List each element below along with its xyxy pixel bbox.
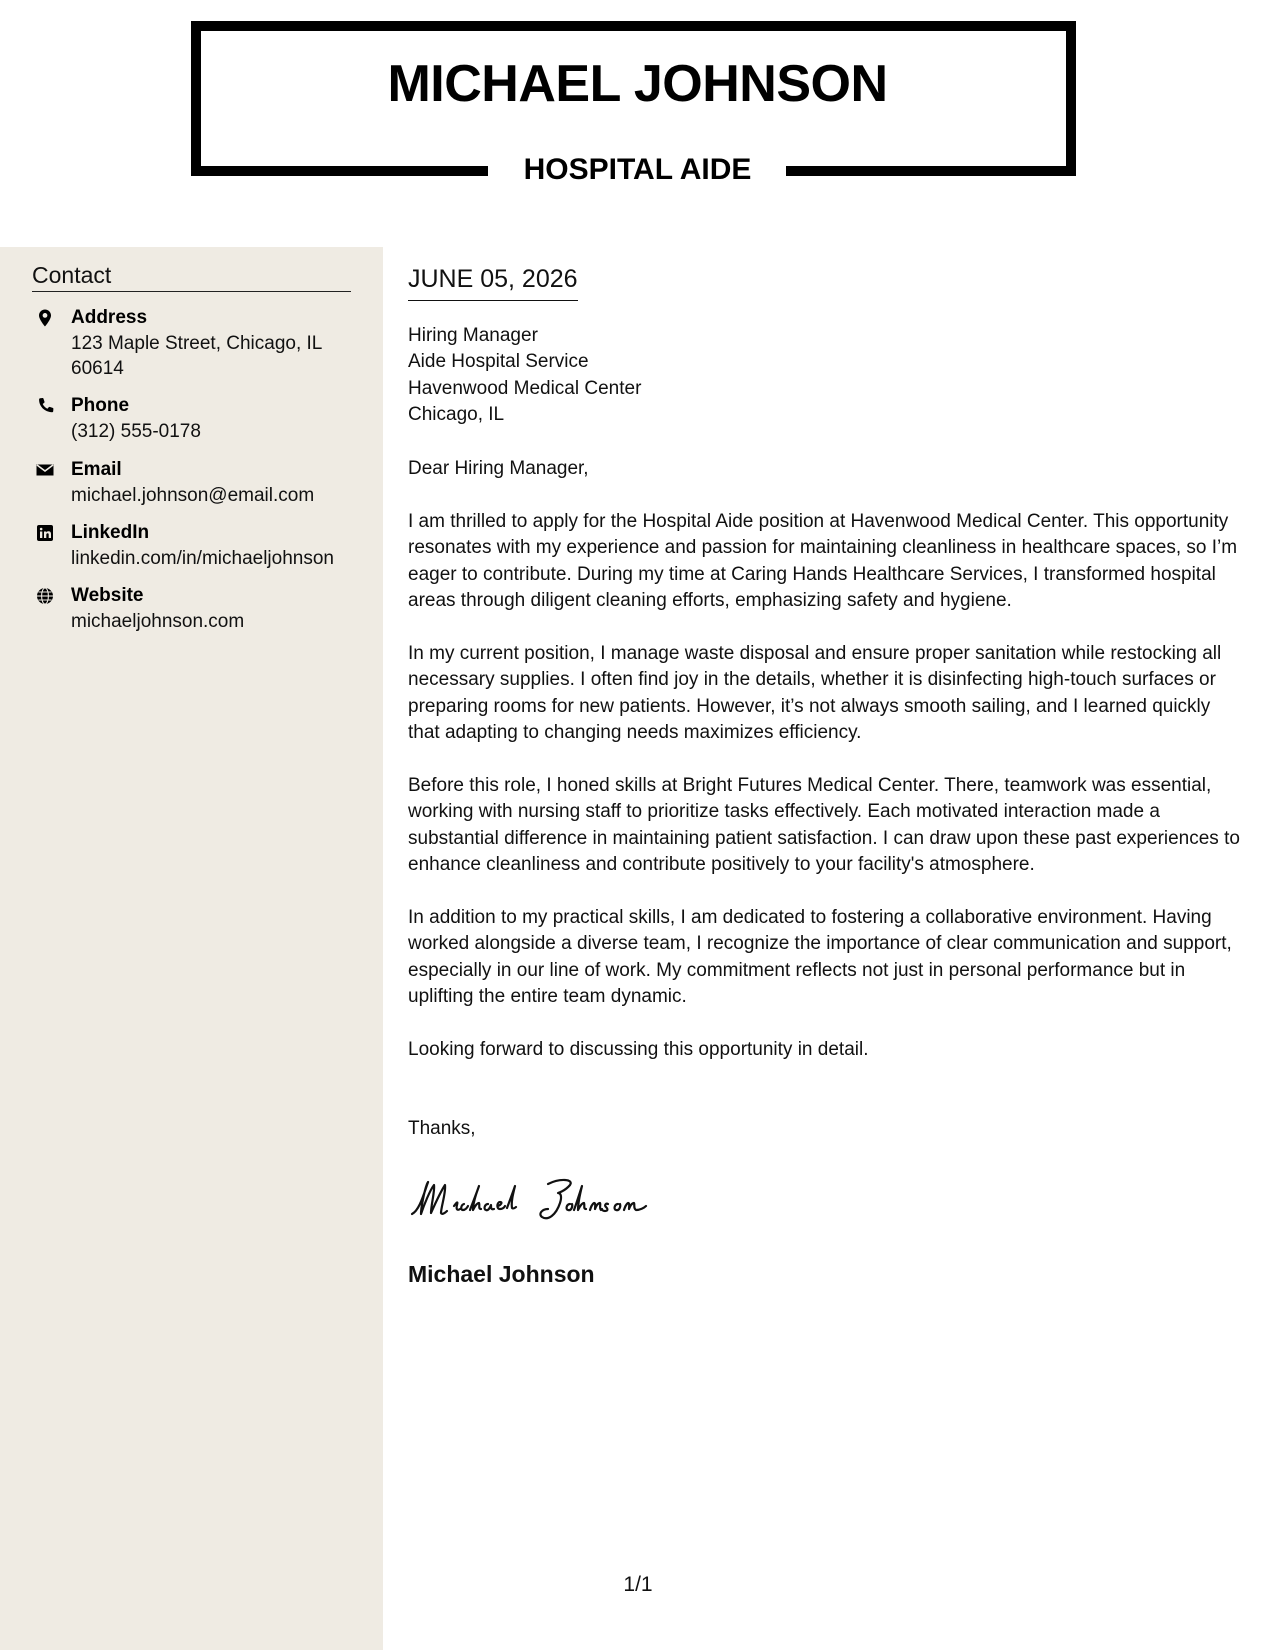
letter-date: JUNE 05, 2026 [408,264,578,301]
body-paragraph: I am thrilled to apply for the Hospital Aide position at Havenwood Medical Center. This opportunity resonates with my experience and passion for maintaining cleanliness in healthcare spaces, so I’m eager to contribute. During my time at Caring Hands Healthcare Services, I transformed hospital areas through diligent cleaning efforts, emphasizing safety and hygiene. [408,511,1238,612]
phone-value: (312) 555-0178 [71,421,201,442]
body-paragraph: Before this role, I honed skills at Bright Futures Medical Center. There, teamwork was essential, working with nursing staff to prioritize tasks effectively. Each motivated interaction made a substantial difference in maintaining patient satisfaction. I can draw upon these past experiences to enhance cleanliness and contribute positively to your facility's atmosphere. [408,775,1240,876]
page-number: 1/1 [623,1573,653,1596]
envelope-icon [35,460,55,480]
body-paragraph: Looking forward to discussing this opportunity in detail. [408,1039,869,1060]
job-title: HOSPITAL AIDE [523,153,752,186]
greeting: Dear Hiring Manager, [408,458,589,479]
recipient-block [408,323,641,428]
contact-label: LinkedIn [71,522,150,543]
closing: Thanks, [408,1118,476,1139]
phone-icon [35,396,55,416]
contact-label: Website [71,585,144,606]
recipient-line: Chicago, IL [408,403,505,425]
body-paragraph: In addition to my practical skills, I am dedicated to fostering a collaborative environment. Having worked alongside a diverse team, I recognize the importance of clear communication and support, especially in our line of work. My commitment reflects not just in personal performance but in uplifting the entire team dynamic. [408,907,1232,1008]
contact-label: Phone [71,395,130,416]
contact-sidebar [0,247,383,1650]
linkedin-value: linkedin.com/in/michaeljohnson [71,548,334,569]
globe-icon [35,586,55,606]
location-pin-icon [35,308,55,328]
body-paragraph: In my current position, I manage waste disposal and ensure proper sanitation while restocking all necessary supplies. I often find joy in the details, whether it is disinfecting high-touch surfaces or preparing rooms for new patients. However, it’s not always smooth sailing, and I learned quickly that adapting to changing needs maximizes efficiency. [408,643,1222,744]
recipient-line: Aide Hospital Service [408,351,589,373]
address-value: 123 Maple Street, Chicago, IL 60614 [71,333,322,379]
handwritten-signature [408,1170,678,1230]
applicant-name: MICHAEL JOHNSON [387,55,888,113]
email-value: michael.johnson@email.com [71,485,315,506]
recipient-line: Havenwood Medical Center [408,377,642,399]
recipient-line: Hiring Manager [408,325,538,346]
contact-label: Address [71,307,148,328]
contact-label: Email [71,459,122,480]
linkedin-icon [35,523,55,543]
signer-name: Michael Johnson [408,1261,595,1287]
contact-heading: Contact [32,262,351,292]
website-value: michaeljohnson.com [71,611,245,632]
